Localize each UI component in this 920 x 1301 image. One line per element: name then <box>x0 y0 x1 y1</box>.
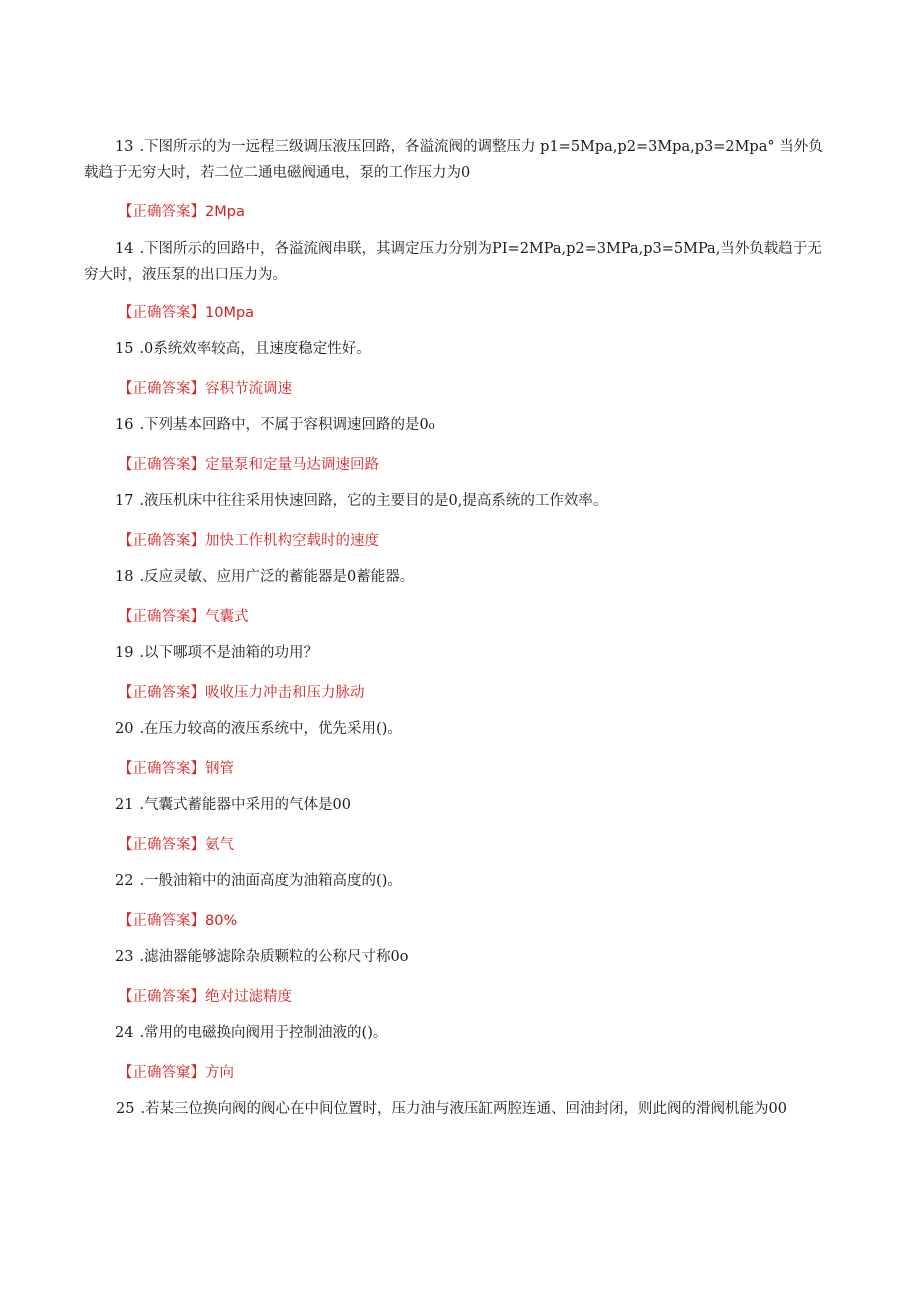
question-text: .常用的电磁换向阀用于控制油液的()。 <box>139 1025 388 1041</box>
answer-text: 2Mpa <box>205 204 245 220</box>
question-25 <box>84 1096 836 1122</box>
answer-24 <box>118 1063 234 1083</box>
answer-text: 80% <box>205 913 238 929</box>
answer-18 <box>118 607 249 627</box>
question-19 <box>84 640 836 666</box>
question-number: 25 <box>116 1101 135 1117</box>
question-20 <box>84 716 836 742</box>
question-text: .下图所示的为一远程三级调压液压回路，各溢流阀的调整压力 p1=5Mpa,p2=3Mpa,p3=2Mpa° 当外负载趋于无穷大时，若二位二通电磁阀通电，泵的工作压力为0 <box>84 139 823 181</box>
question-text: .反应灵敏、应用广泛的蓄能器是0蓄能器。 <box>139 569 415 585</box>
answer-14 <box>118 303 254 323</box>
answer-label: 【正确答窠】 <box>118 1065 205 1081</box>
answer-19 <box>118 683 365 703</box>
question-number: 15 <box>115 341 134 357</box>
answer-text: 10Mpa <box>205 305 255 321</box>
question-number: 22 <box>115 873 134 889</box>
answer-text: 容积节流调速 <box>205 381 292 397</box>
question-13 <box>84 134 836 186</box>
answer-13 <box>118 202 245 222</box>
question-18 <box>84 564 836 590</box>
question-21 <box>84 792 836 818</box>
question-text: .液压机床中往往采用快速回路，它的主要目的是0,提高系统的工作效率。 <box>139 493 608 509</box>
question-text: .0系统效率较高，且速度稳定性好。 <box>139 341 371 357</box>
answer-label: 【正确答案】 <box>118 989 205 1005</box>
question-text: .下图所示的回路中，各溢流阀串联，其调定压力分别为PI=2MPa,p2=3MPa,p3=5MPa,当外负载趋于无穷大时，液压泵的出口压力为。 <box>84 241 822 283</box>
question-22 <box>84 868 836 894</box>
question-text: .气囊式蓄能器中采用的气体是00 <box>139 797 352 813</box>
question-number: 13 <box>115 139 134 155</box>
question-text: .若某三位换向阀的阀心在中间位置时，压力油与液压缸两腔连通、回油封闭，则此阀的滑阀机能为00 <box>140 1101 788 1117</box>
answer-label: 【正确答案】 <box>118 457 205 473</box>
question-number: 19 <box>115 645 134 661</box>
answer-22 <box>118 911 237 931</box>
answer-label: 【正确答案】 <box>118 913 205 929</box>
answer-text: 气囊式 <box>205 609 249 625</box>
answer-17 <box>118 531 379 551</box>
question-text: .在压力较高的液压系统中，优先采用()。 <box>139 721 402 737</box>
question-number: 21 <box>115 797 134 813</box>
answer-label: 【正确答案】 <box>118 609 205 625</box>
question-17 <box>84 488 836 514</box>
answer-label: 【正确答案】 <box>118 305 205 321</box>
answer-label: 【正确答案】 <box>118 837 205 853</box>
answer-label: 【正确答案】 <box>118 761 205 777</box>
answer-label: 【正确答案】 <box>118 533 205 549</box>
answer-21 <box>118 835 234 855</box>
question-24 <box>84 1020 836 1046</box>
question-16 <box>84 412 836 438</box>
answer-text: 绝对过滤精度 <box>205 989 292 1005</box>
answer-20 <box>118 759 234 779</box>
answer-text: 吸收压力冲击和压力脉动 <box>205 685 365 701</box>
question-number: 17 <box>115 493 134 509</box>
answer-23 <box>118 987 292 1007</box>
question-text: .下列基本回路中，不属于容积调速回路的是0₀ <box>139 417 435 433</box>
answer-text: 定量泵和定量马达调速回路 <box>205 457 379 473</box>
question-14 <box>84 236 836 288</box>
answer-16 <box>118 455 379 475</box>
answer-label: 【正确答案】 <box>118 381 205 397</box>
question-number: 16 <box>115 417 134 433</box>
answer-text: 加快工作机构空载时的速度 <box>205 533 379 549</box>
answer-text: 钢管 <box>205 761 234 777</box>
answer-label: 【正确答案】 <box>118 685 205 701</box>
question-15 <box>84 336 836 362</box>
question-number: 18 <box>115 569 134 585</box>
question-number: 24 <box>115 1025 134 1041</box>
question-text: .滤油器能够滤除杂质颗粒的公称尺寸称0o <box>139 949 409 965</box>
answer-text: 方向 <box>205 1065 234 1081</box>
answer-15 <box>118 379 292 399</box>
question-number: 20 <box>115 721 134 737</box>
question-number: 23 <box>115 949 134 965</box>
question-23 <box>84 944 836 970</box>
question-number: 14 <box>115 241 134 257</box>
question-text: .一般油箱中的油面高度为油箱高度的()。 <box>139 873 402 889</box>
answer-text: 氨气 <box>205 837 234 853</box>
answer-label: 【正确答案】 <box>118 204 205 220</box>
question-text: .以下哪项不是油箱的功用？ <box>139 645 319 661</box>
